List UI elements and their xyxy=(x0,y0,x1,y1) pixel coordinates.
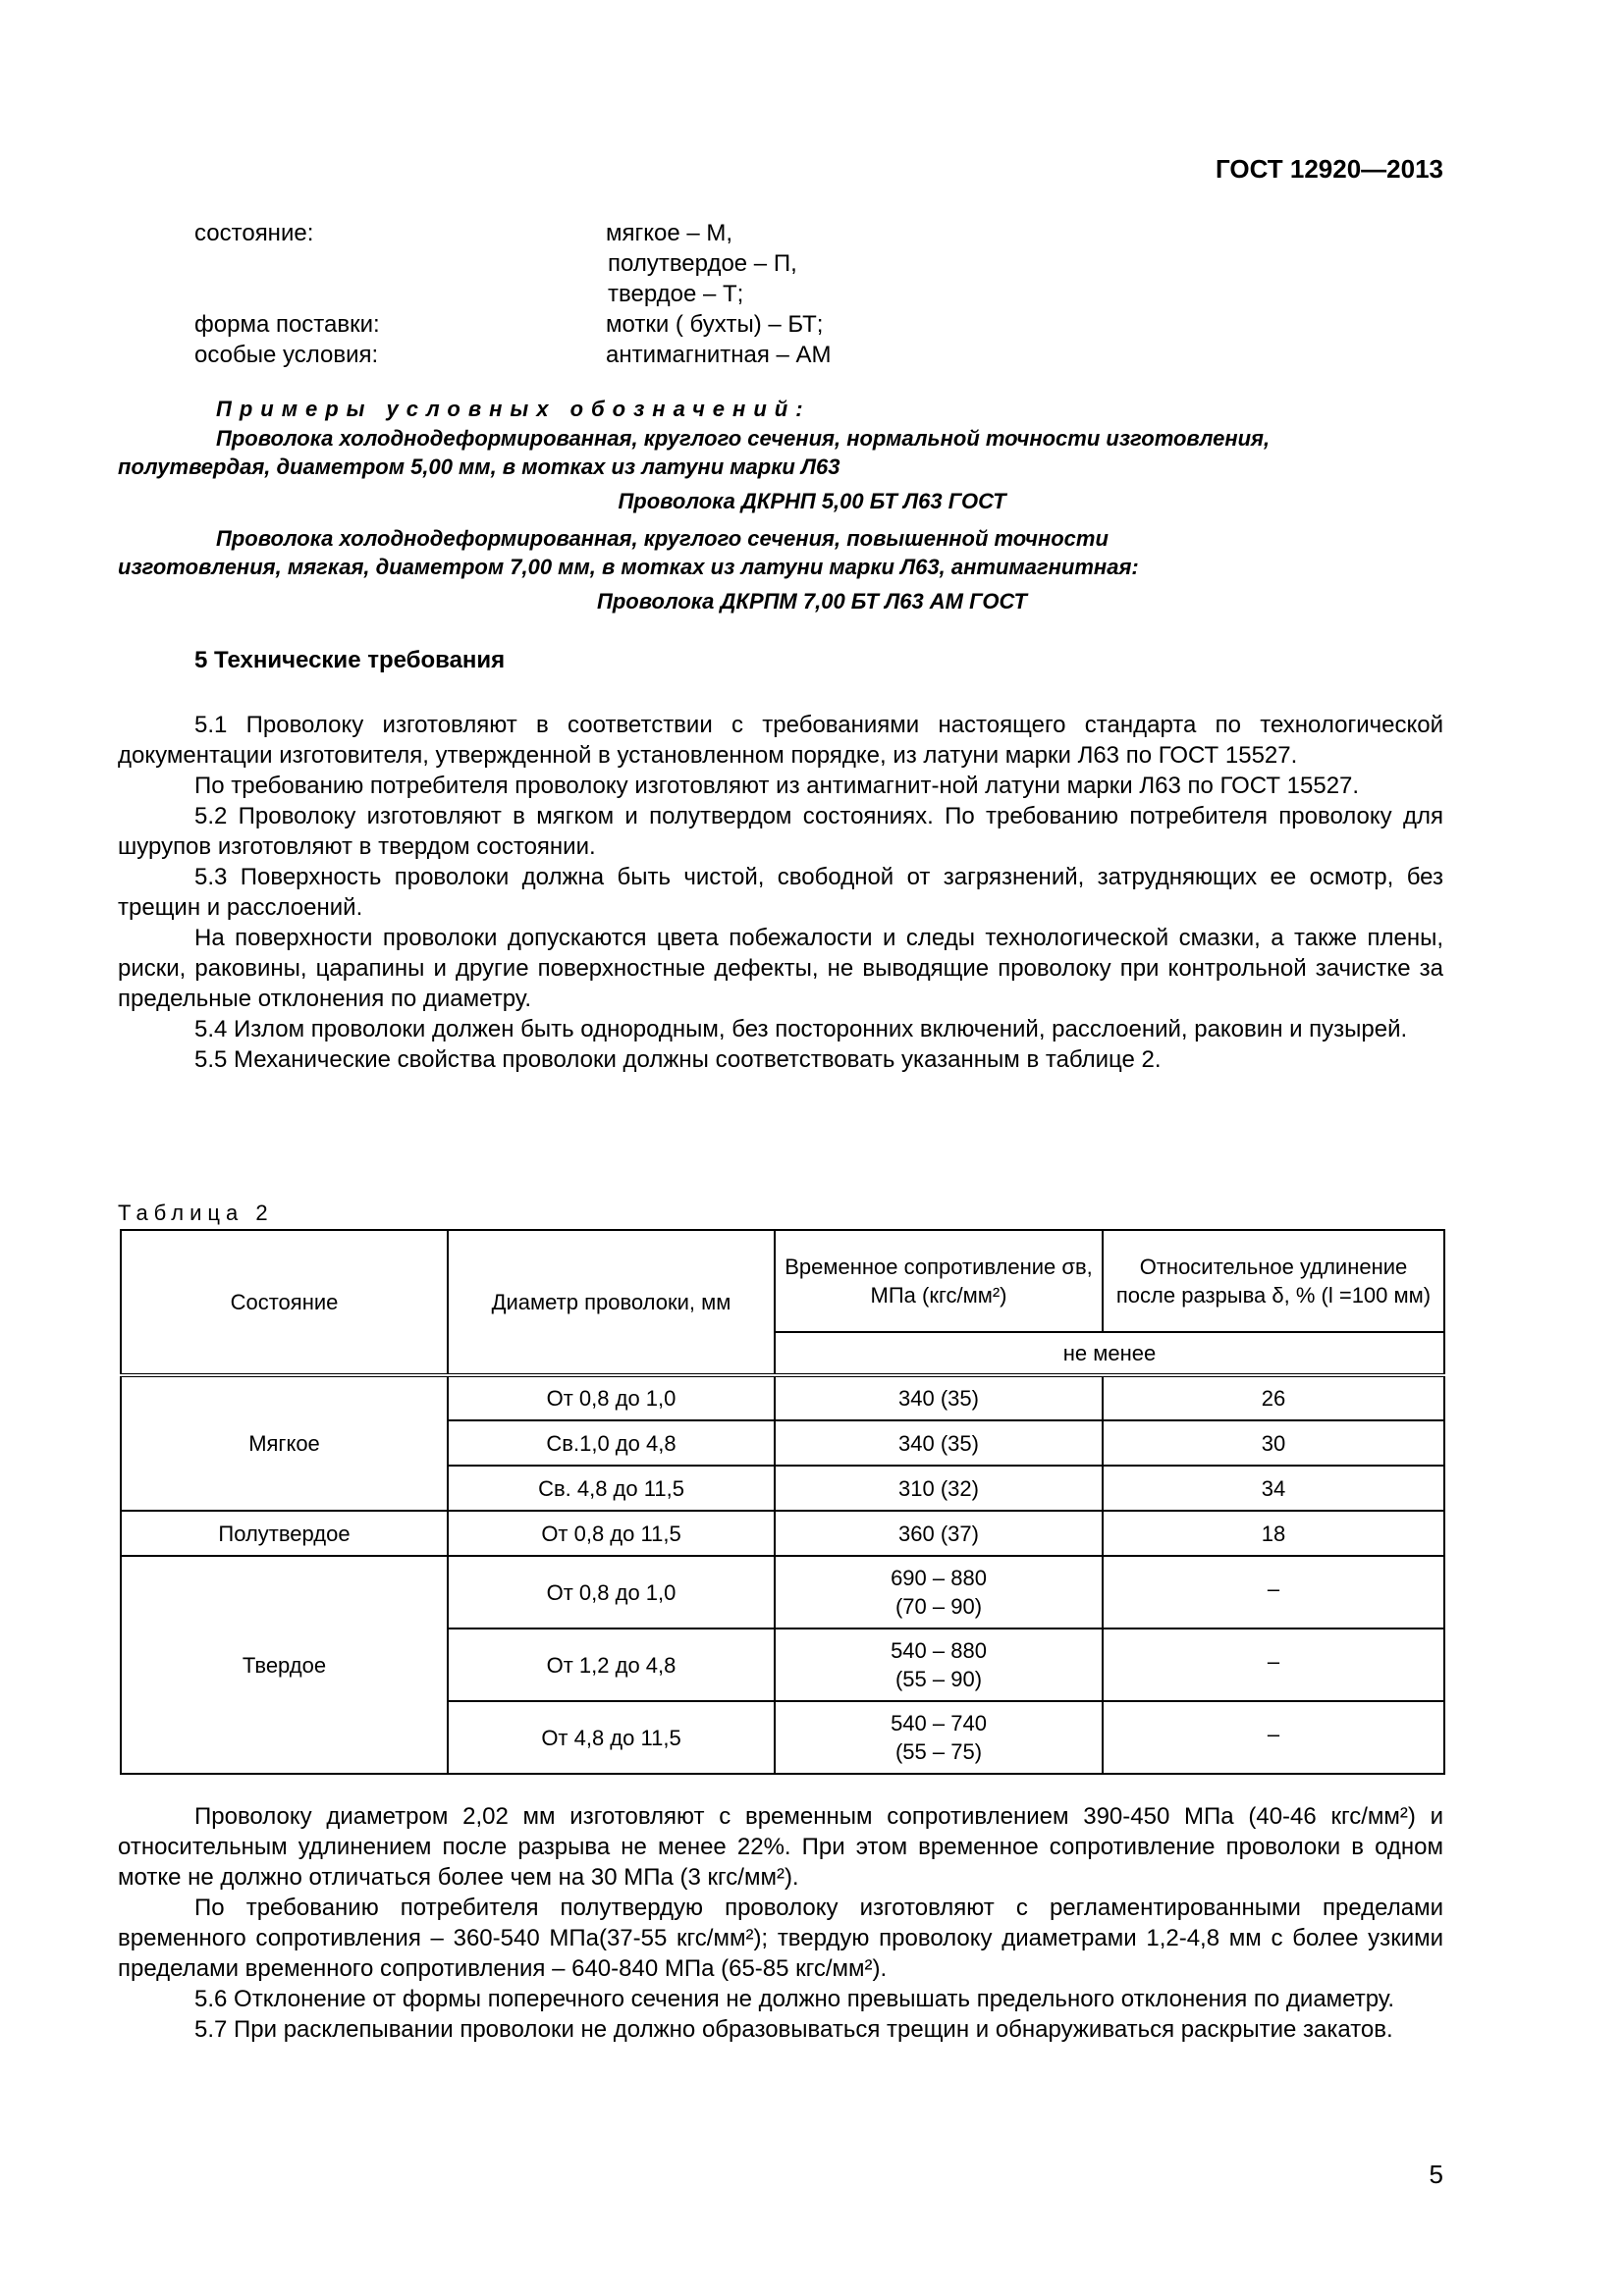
strength-range-kgf: (70 – 90) xyxy=(894,1594,983,1619)
cell-diameter: От 1,2 до 4,8 xyxy=(448,1629,775,1701)
cell-strength: 360 (37) xyxy=(775,1511,1103,1556)
example2-line2: изготовления, мягкая, диаметром 7,00 мм, в мотках из латуни марки Л63, антимагнитная: xyxy=(118,555,1139,579)
cell-strength xyxy=(775,1556,1103,1629)
cell-diameter: От 0,8 до 1,0 xyxy=(448,1556,775,1629)
paragraph-wire-202: Проволоку диаметром 2,02 мм изготовляют с временным сопротивлением 390-450 МПа (40-46 кгс/мм²) и относительным удлинением после разрыва не менее 22%. При этом временное сопротивление проволоки в одном мотке не должно отличаться более чем на 30 МПа (3 кгс/мм²). xyxy=(118,1803,1443,1891)
property-label-special: особые условия: xyxy=(194,342,379,368)
cell-elongation: 26 xyxy=(1103,1375,1444,1420)
property-label-delivery: форма поставки: xyxy=(194,311,380,338)
cell-state-hard: Твердое xyxy=(121,1556,448,1774)
cell-elongation: – xyxy=(1103,1556,1444,1629)
strength-range-kgf: (55 – 75) xyxy=(894,1739,983,1764)
cell-diameter: Св. 4,8 до 11,5 xyxy=(448,1466,775,1511)
header-strength: Временное сопротивление σв, МПа (кгс/мм²) xyxy=(775,1230,1103,1332)
cell-elongation: 34 xyxy=(1103,1466,1444,1511)
paragraph-5-3: 5.3 Поверхность проволоки должна быть чистой, свободной от загрязнений, затрудняющих ее осмотр, без трещин и расслоений. xyxy=(118,864,1443,921)
paragraph-5-5: 5.5 Механические свойства проволоки должны соответствовать указанным в таблице 2. xyxy=(194,1046,1162,1073)
document-code: ГОСТ 12920—2013 xyxy=(1216,154,1443,184)
paragraph-5-1: 5.1 Проволоку изготовляют в соответствии с требованиями настоящего стандарта по технологической документации изготовителя, утвержденной в установленном порядке, из латуни марки Л63 по ГОСТ 15527. xyxy=(118,712,1443,769)
strength-range: 540 – 880 xyxy=(891,1638,987,1663)
property-value-coils: мотки ( бухты) – БТ; xyxy=(606,311,824,338)
paragraph-5-7: 5.7 При расклепывании проволоки не должно образовываться трещин и обнаруживаться раскрытие закатов. xyxy=(194,2016,1393,2043)
property-value-soft: мягкое – М, xyxy=(606,220,733,246)
after-table-body xyxy=(118,1801,1443,2045)
strength-range: 540 – 740 xyxy=(891,1711,987,1735)
paragraph-5-2: 5.2 Проволоку изготовляют в мягком и полутвердом состояниях. По требованию потребителя проволоку для шурупов изготовляют в твердом состоянии. xyxy=(118,803,1443,860)
example2-line1: Проволока холоднодеформированная, круглого сечения, повышенной точности xyxy=(216,526,1109,551)
cell-diameter: От 4,8 до 11,5 xyxy=(448,1701,775,1774)
page-number: 5 xyxy=(1429,2160,1443,2189)
cell-diameter: От 0,8 до 11,5 xyxy=(448,1511,775,1556)
cell-strength xyxy=(775,1701,1103,1774)
example1-line1: Проволока холоднодеформированная, круглого сечения, нормальной точности изготовления, xyxy=(216,426,1271,451)
property-value-hard: твердое – Т; xyxy=(608,281,744,307)
table-caption: Таблица 2 xyxy=(118,1201,274,1225)
example1-line2: полутвердая, диаметром 5,00 мм, в мотках из латуни марки Л63 xyxy=(118,454,840,479)
header-min: не менее xyxy=(775,1332,1444,1375)
property-label-state: состояние: xyxy=(194,220,314,246)
strength-range: 690 – 880 xyxy=(891,1566,987,1590)
header-elongation: Относительное удлинение после разрыва δ, % (l =100 мм) xyxy=(1103,1230,1444,1332)
section-body xyxy=(118,710,1443,1075)
paragraph-5-1-note: По требованию потребителя проволоку изготовляют из антимагнит-ной латуни марки Л63 по ГОСТ 15527. xyxy=(194,773,1360,799)
property-value-antimagnetic: антимагнитная – АМ xyxy=(606,342,832,368)
cell-state-semihard: Полутвердое xyxy=(121,1511,448,1556)
table-row xyxy=(121,1556,1444,1629)
cell-state-soft: Мягкое xyxy=(121,1375,448,1511)
section-heading: 5 Технические требования xyxy=(194,647,506,673)
paragraph-5-4: 5.4 Излом проволоки должен быть однородным, без посторонних включений, расслоений, раковин и пузырей. xyxy=(194,1016,1408,1042)
cell-elongation: 18 xyxy=(1103,1511,1444,1556)
paragraph-5-6: 5.6 Отклонение от формы поперечного сечения не должно превышать предельного отклонения по диаметру. xyxy=(194,1986,1395,2012)
example2-code: Проволока ДКРПМ 7,00 БТ Л63 АМ ГОСТ xyxy=(597,589,1027,614)
cell-elongation: – xyxy=(1103,1701,1444,1774)
table-row xyxy=(121,1375,1444,1420)
paragraph-consumer-limits: По требованию потребителя полутвердую проволоку изготовляют с регламентированными пределами временного сопротивления – 360-540 МПа(37-55 кгс/мм²); твердую проволоку диаметрами 1,2-4,8 мм с более узкими пределами временного сопротивления – 640-840 МПа (65-85 кгс/мм²). xyxy=(118,1895,1443,1982)
paragraph-5-3-note: На поверхности проволоки допускаются цвета побежалости и следы технологической смазки, а также плены, риски, раковины, царапины и другие поверхностные дефекты, не выводящие проволоку при контрольной зачистке за предельные отклонения по диаметру. xyxy=(118,925,1443,1012)
table-2 xyxy=(120,1229,1445,1775)
cell-diameter: Св.1,0 до 4,8 xyxy=(448,1420,775,1466)
cell-strength: 340 (35) xyxy=(775,1420,1103,1466)
table-row xyxy=(121,1511,1444,1556)
strength-range-kgf: (55 – 90) xyxy=(894,1667,983,1691)
cell-strength: 340 (35) xyxy=(775,1375,1103,1420)
cell-elongation: – xyxy=(1103,1629,1444,1701)
cell-diameter: От 0,8 до 1,0 xyxy=(448,1375,775,1420)
cell-elongation: 30 xyxy=(1103,1420,1444,1466)
cell-strength xyxy=(775,1629,1103,1701)
cell-strength: 310 (32) xyxy=(775,1466,1103,1511)
property-value-semihard: полутвердое – П, xyxy=(608,250,797,277)
example1-code: Проволока ДКРНП 5,00 БТ Л63 ГОСТ xyxy=(618,489,1006,513)
header-diameter: Диаметр проволоки, мм xyxy=(448,1230,775,1375)
header-state: Состояние xyxy=(121,1230,448,1375)
examples-title: Примеры условных обозначений: xyxy=(216,397,811,421)
